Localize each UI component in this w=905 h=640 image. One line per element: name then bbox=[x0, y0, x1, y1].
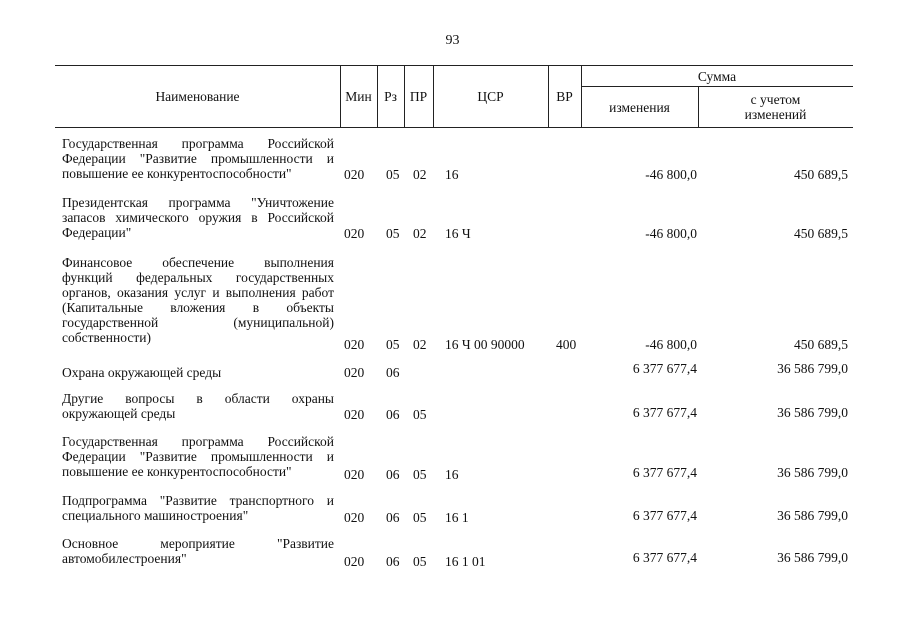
row-pr: 05 bbox=[413, 467, 427, 482]
row-change: -46 800,0 bbox=[645, 226, 697, 241]
header-with-changes-line1: с учетом bbox=[750, 92, 801, 107]
row-change: 6 377 677,4 bbox=[632, 405, 697, 420]
row-min: 020 bbox=[344, 467, 365, 482]
row-rz: 05 bbox=[386, 167, 400, 182]
header-sum: Сумма bbox=[697, 68, 737, 84]
row-csr: 16 1 bbox=[445, 510, 469, 525]
row-pr: 05 bbox=[413, 510, 427, 525]
row-total: 36 586 799,0 bbox=[777, 508, 848, 523]
row-name: Охрана окружающей среды bbox=[62, 365, 222, 380]
row-csr: 16 Ч bbox=[445, 226, 471, 241]
row-total: 36 586 799,0 bbox=[777, 361, 848, 376]
row-min: 020 bbox=[344, 337, 365, 352]
row-change: -46 800,0 bbox=[645, 167, 697, 182]
row-min: 020 bbox=[344, 554, 365, 569]
row-change: 6 377 677,4 bbox=[632, 465, 697, 480]
row-csr: 16 1 01 bbox=[445, 554, 486, 569]
header-min: Мин bbox=[345, 89, 372, 104]
row-min: 020 bbox=[344, 167, 365, 182]
row-total: 450 689,5 bbox=[794, 226, 848, 241]
row-rz: 05 bbox=[386, 337, 400, 352]
row-min: 020 bbox=[344, 510, 365, 525]
row-total: 36 586 799,0 bbox=[777, 550, 848, 565]
row-total: 36 586 799,0 bbox=[777, 405, 848, 420]
row-change: 6 377 677,4 bbox=[632, 361, 697, 376]
row-pr: 05 bbox=[413, 554, 427, 569]
header-changes: изменения bbox=[609, 99, 670, 115]
row-total: 450 689,5 bbox=[794, 337, 848, 352]
row-rz: 06 bbox=[386, 365, 400, 380]
header-with-changes bbox=[698, 87, 853, 127]
row-pr: 02 bbox=[413, 337, 427, 352]
row-name: Государственная программа Российской Федерации "Развитие промышленности и повышение ее конкурентоспособности" bbox=[62, 434, 334, 479]
row-rz: 05 bbox=[386, 226, 400, 241]
row-rz: 06 bbox=[386, 467, 400, 482]
row-name: Президентская программа "Уничтожение запасов химического оружия в Российской Федерации" bbox=[62, 195, 334, 240]
row-name: Государственная программа Российской Федерации "Развитие промышленности и повышение ее конкурентоспособности" bbox=[62, 136, 334, 181]
row-change: -46 800,0 bbox=[645, 337, 697, 352]
row-csr: 16 bbox=[445, 467, 459, 482]
row-name: Основное мероприятие "Развитие автомобилестроения" bbox=[62, 536, 334, 566]
row-csr: 16 bbox=[445, 167, 459, 182]
row-rz: 06 bbox=[386, 407, 400, 422]
row-change: 6 377 677,4 bbox=[632, 550, 697, 565]
row-name: Подпрограмма "Развитие транспортного и специального машиностроения" bbox=[62, 493, 334, 523]
row-name: Другие вопросы в области охраны окружающей среды bbox=[62, 391, 334, 421]
row-min: 020 bbox=[344, 407, 365, 422]
table-header bbox=[55, 65, 853, 128]
row-rz: 06 bbox=[386, 554, 400, 569]
header-csr: ЦСР bbox=[477, 89, 504, 104]
header-vr: ВР bbox=[556, 89, 573, 104]
row-total: 36 586 799,0 bbox=[777, 465, 848, 480]
header-name: Наименование bbox=[155, 89, 240, 104]
row-csr: 16 Ч 00 90000 bbox=[445, 337, 525, 352]
row-pr: 05 bbox=[413, 407, 427, 422]
header-rz: Рз bbox=[384, 89, 397, 104]
header-with-changes-line2: изменений bbox=[744, 107, 807, 122]
row-pr: 02 bbox=[413, 226, 427, 241]
row-total: 450 689,5 bbox=[794, 167, 848, 182]
page-number: 93 bbox=[445, 33, 460, 48]
row-min: 020 bbox=[344, 365, 365, 380]
header-pr: ПР bbox=[409, 89, 428, 104]
row-vr: 400 bbox=[556, 337, 577, 352]
row-change: 6 377 677,4 bbox=[632, 508, 697, 523]
row-rz: 06 bbox=[386, 510, 400, 525]
row-min: 020 bbox=[344, 226, 365, 241]
row-pr: 02 bbox=[413, 167, 427, 182]
row-name: Финансовое обеспечение выполнения функций федеральных государственных органов, оказания услуг и выполнения работ (Капитальные вложения в объекты государственной (муниципальной) собственности) bbox=[62, 255, 334, 345]
